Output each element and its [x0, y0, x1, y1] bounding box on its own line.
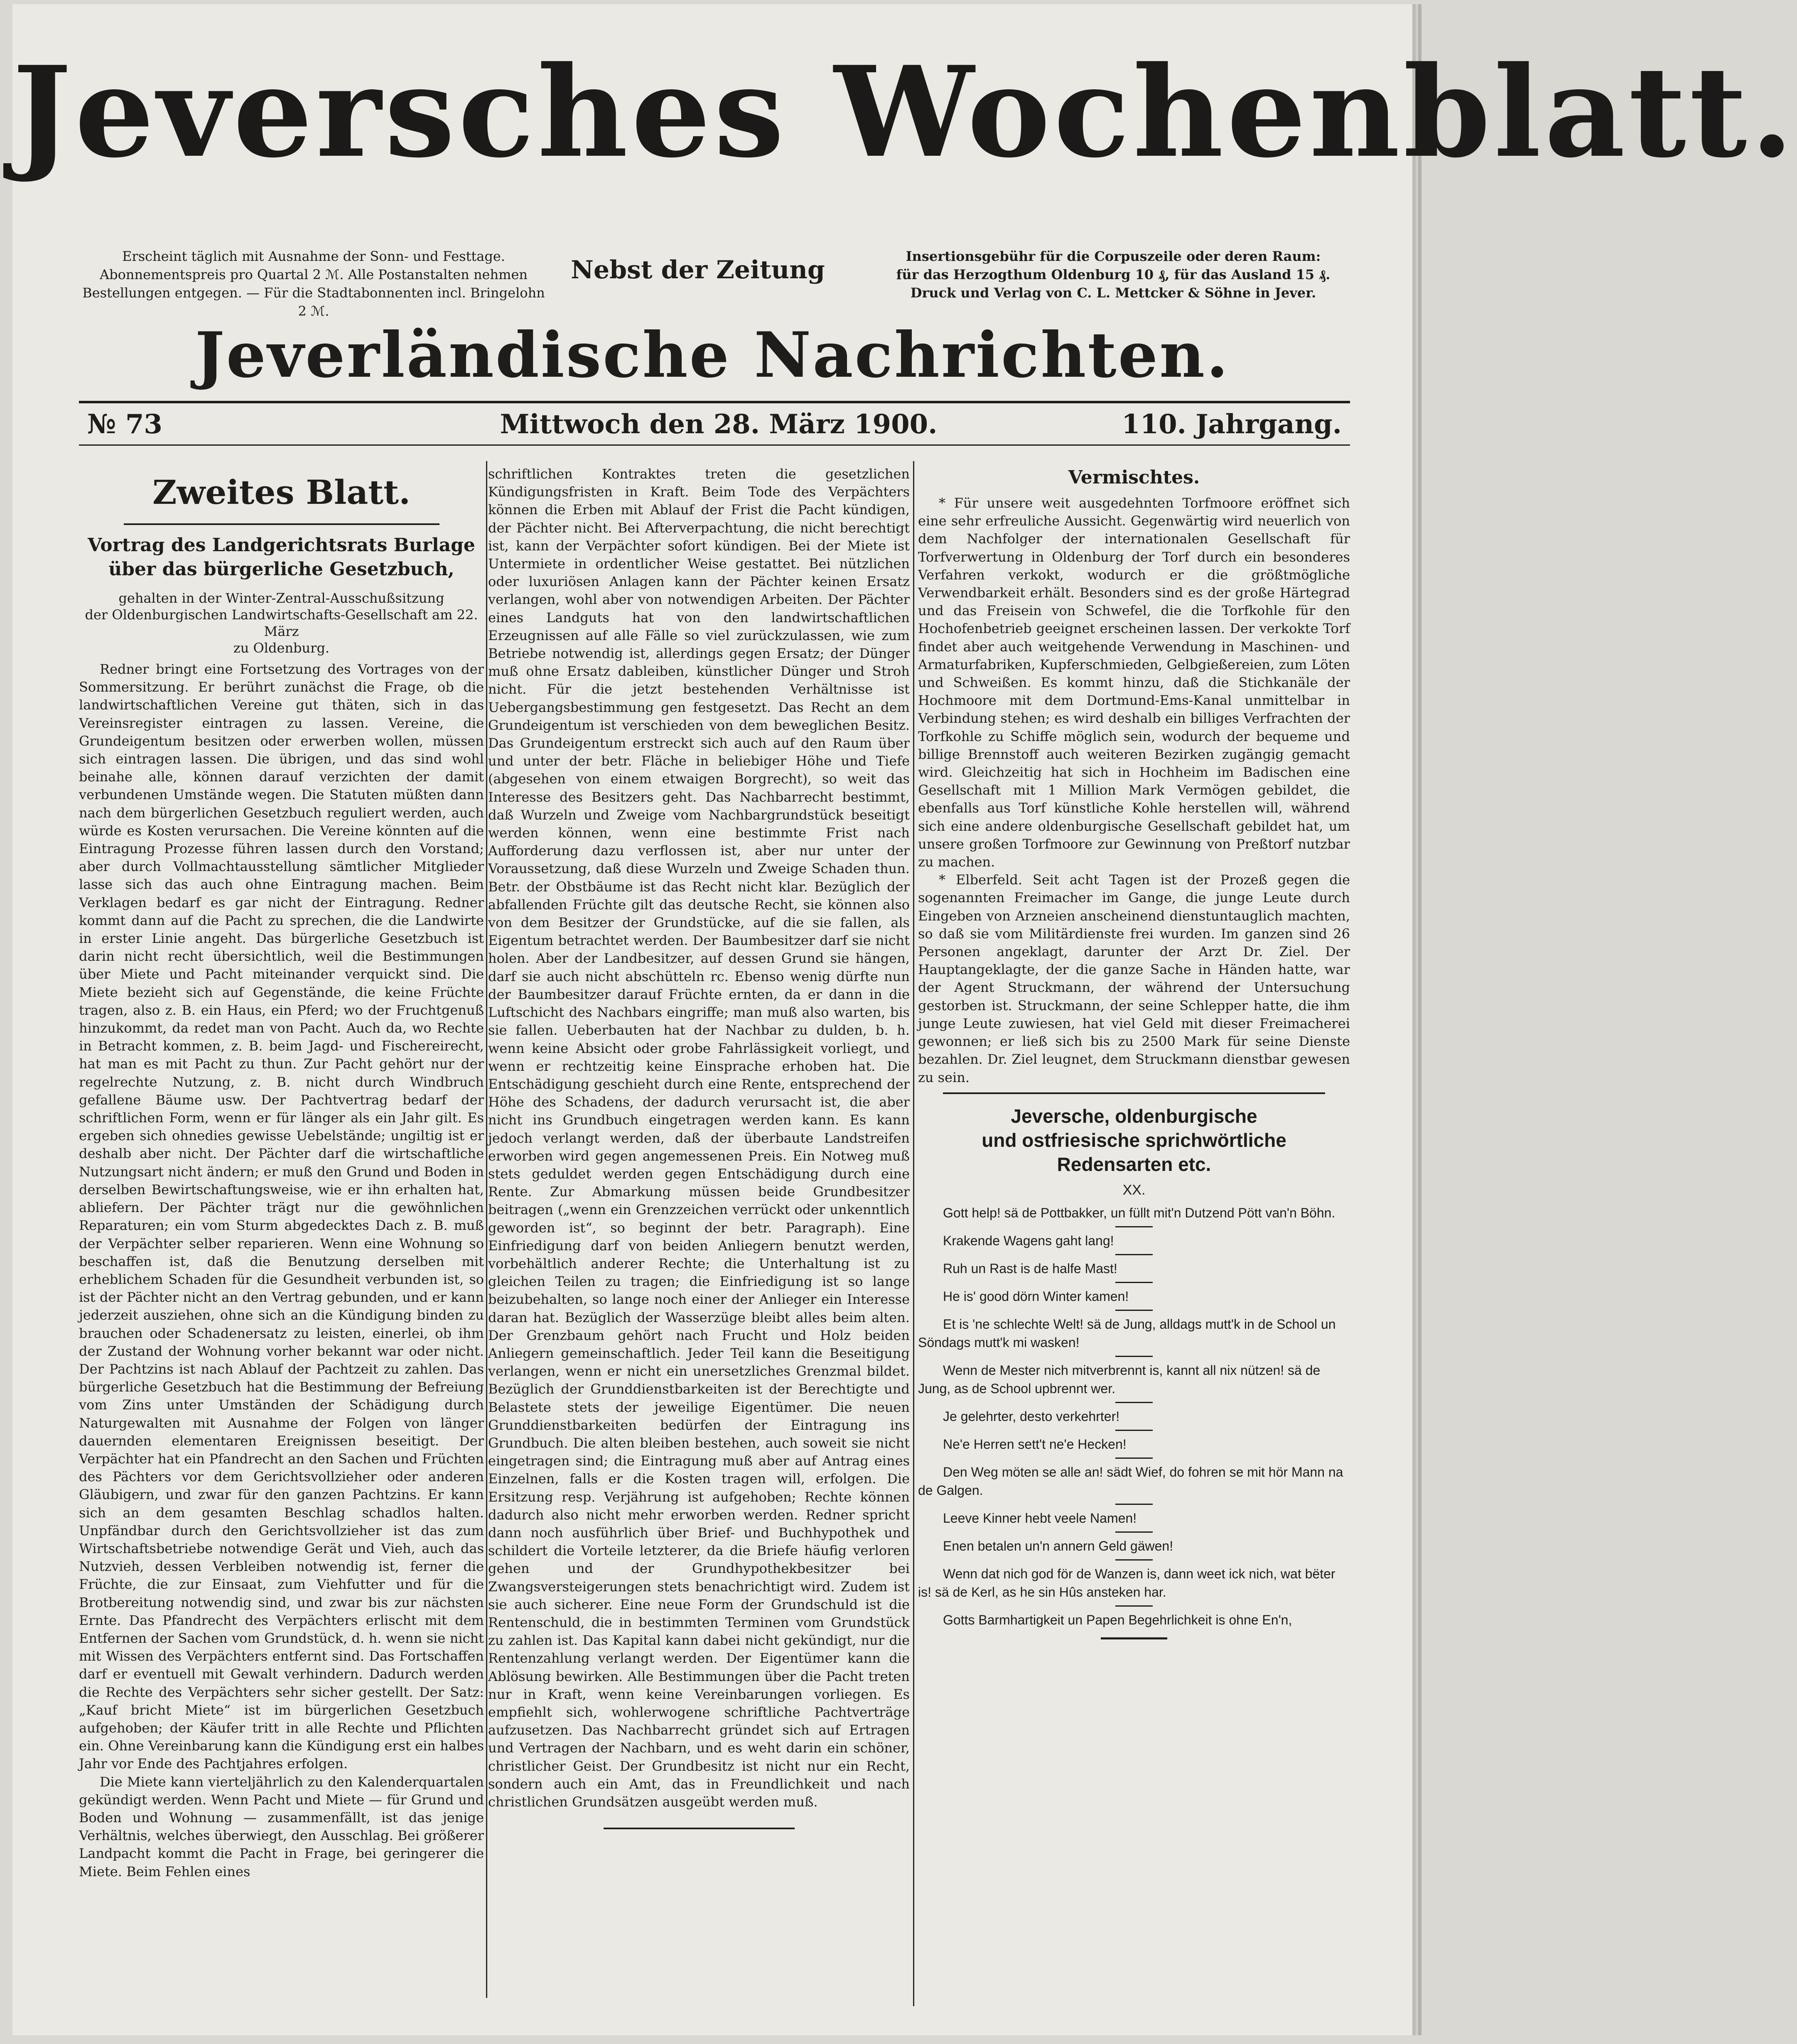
volume-year: 110. Jahrgang. [1122, 409, 1342, 440]
rule-top [79, 401, 1350, 403]
divider [1115, 1310, 1153, 1311]
header-line: für das Herzogthum Oldenburg 10 ₰, für das Ausland 15 ₰. [896, 267, 1331, 282]
title-line: über das bürgerliche Gesetzbuch, [108, 559, 454, 580]
date-bar [79, 408, 1350, 441]
saying: Gotts Barmhartigkeit un Papen Begehrlichkeit is ohne En'n, [943, 1612, 1292, 1627]
sayings-list [918, 1204, 1350, 1639]
proverbs-heading [918, 1104, 1350, 1176]
divider [1115, 1458, 1153, 1459]
subscription-info [81, 247, 546, 320]
saying: Gott help! sä de Pottbakker, un füllt mit'n Dutzend Pött van'n Böhn. [943, 1205, 1335, 1220]
saying: Wenn de Mester nich mitverbrennt is, kannt all nix nützen! sä de Jung, as de School upbrennt wer. [918, 1362, 1321, 1396]
header-line: Druck und Verlag von C. L. Mettcker & Söhne in Jever. [910, 285, 1316, 301]
header-line: Abonnementspreis pro Quartal 2 ℳ. Alle Postanstalten nehmen [100, 267, 528, 282]
heading-line: und ostfriesische sprichwörtliche [982, 1129, 1286, 1151]
divider [1115, 1559, 1153, 1561]
divider [124, 523, 439, 525]
divider [1115, 1504, 1153, 1505]
divider [1115, 1226, 1153, 1227]
end-rule [1101, 1637, 1167, 1639]
saying: Wenn dat nich god för de Wanzen is, dann weet ick nich, wat bëter is! sä de Kerl, as he sin Hûs ansteken har. [918, 1566, 1335, 1600]
subtitle-line: zu Oldenburg. [233, 640, 330, 656]
divider [1115, 1605, 1153, 1607]
column-divider [486, 461, 487, 1998]
saying: He is' good dörn Winter kamen! [943, 1288, 1129, 1304]
subtitle-line: gehalten in der Winter-Zentral-Ausschußsitzung [118, 590, 444, 606]
divider [943, 1092, 1325, 1094]
divider [1115, 1402, 1153, 1403]
subtitle-line: der Oldenburgischen Landwirtschafts-Gesellschaft am 22. März [85, 607, 478, 639]
heading-line: Jeversche, oldenburgische [1011, 1105, 1257, 1127]
end-rule [604, 1828, 795, 1829]
issue-date: Mittwoch den 28. März 1900. [500, 409, 938, 440]
saying: Ruh un Rast is de halfe Mast! [943, 1261, 1117, 1276]
divider [1115, 1282, 1153, 1283]
paragraph: * Elberfeld. Seit acht Tagen ist der Prozeß gegen die sogenannten Freimacher im Gange, die junge Leute durch Eingeben von Arzneien anscheinend dienstuntauglich machten, so daß sie vom Militärdienste frei wurden. Im ganzen sind 26 Personen angeklagt, darunter der Arzt Dr. Ziel. Der Hauptangeklagte, der die ganze Sache in Händen hatte, war der Agent Struckmann, der während der Untersuchung gestorben ist. Struckmann, der seine Schlepper hatte, die ihm junge Leute zuwiesen, hat viel Geld mit dieser Freimacherei gewonnen; er ließ sich bis zu 2500 Mark für seine Dienste bezahlen. Dr. Ziel leugnet, dem Struckmann dienstbar gewesen zu sein. [918, 872, 1350, 1085]
paragraph: schriftlichen Kontraktes treten die gesetzlichen Kündigungsfristen in Kraft. Beim Tode des Verpächters können die Erben mit Ablauf der Frist die Pacht kündigen, der Pächter nicht. Bei Afterverpachtung, die nicht berechtigt ist, kann der Verpächter sofort kündigen. Bei der Miete ist Untermiete in ordentlicher Weise gestattet. Bei nützlichen oder luxuriösen Anlagen kann der Pächter keinen Ersatz verlangen, wohl aber von notwendigen Arbeiten. Der Pächter eines Landguts hat von den landwirtschaftlichen Erzeugnissen auf alle Fälle so viel zurückzulassen, wie zum Betriebe notwendig ist, allerdings gegen Ersatz; der Dünger muß ohne Ersatz dableiben, künstlicher Dünger und Stroh nicht. Für die jetzt bestehenden Verhältnisse ist Uebergangsbestimmung gen festgesetzt. Das Recht an dem Grundeigentum ist verschieden von dem beweglichen Besitz. Das Grundeigentum erstreckt sich auch auf den Raum über und unter der betr. Fläche in beliebiger Höhe und Tiefe (abgesehen von einem etwaigen Borgrecht), so weit das Interesse des Besitzers geht. Das Nachbarrecht bestimmt, daß Wurzeln und Zweige vom Nachbargrundstück beseitigt werden können, wenn eine bestimmte Frist nach Aufforderung dazu verflossen ist, aber nur unter der Voraussetzung, daß diese Wurzeln und Zweige Schaden thun. Betr. der Obstbäume ist das Recht nicht klar. Bezüglich der abfallenden Früchte gilt das deutsche Recht, sie können also von dem Besitzer der Grundstücke, auf die sie fallen, als Eigentum betrachtet werden. Der Baumbesitzer darf sie nicht holen. Aber der Landbesitzer, auf dessen Grund sie hängen, darf sie auch nicht abschütteln rc. Ebenso wenig dürfte nun der Baumbesitzer darauf Früchte ernten, da er dann in die Luftschicht des Nachbars eingriffe; man muß also warten, bis sie fallen. Ueberbauten hat der Nachbar zu dulden, b. h. wenn keine Absicht oder grobe Fahrlässigkeit vorliegt, und wenn er rechtzeitig keine Einsprache erhoben hat. Die Entschädigung geschieht durch eine Rente, entsprechend der Höhe des Schadens, der dadurch verursacht ist, die aber nicht ins Grundbuch eingetragen werden kann. Es kann jedoch verlangt werden, daß der überbaute Landstreifen erworben wird gegen angemessenen Preis. Ein Notweg muß stets geduldet werden gegen Entschädigung durch eine Rente. Zur Abmarkung müssen beide Grundbesitzer beitragen („wenn ein Grenzzeichen verrückt oder unkenntlich geworden ist“, so beginnt der betr. Paragraph). Eine Einfriedigung darf von beiden Anliegern benutzt werden, vorbehältlich anderer Rechte; die Unterhaltung ist zu gleichen Teilen zu tragen; die Einfriedigung ist so lange beizubehalten, so lange noch einer der Anlieger ein Interesse daran hat. Bezüglich der Wasserzüge bleibt alles beim alten. Der Grenzbaum gehört nach Frucht und Holz beiden Anliegern gemeinschaftlich. Jeder Teil kann die Beseitigung verlangen, wenn er nicht ein unersetzliches Grenzmal bildet. Bezüglich der Grunddienstbarkeiten ist der Berechtigte und Belastete stets der jeweilige Eigentümer. Die neuen Grunddienstbarkeiten bedürfen der Eintragung ins Grundbuch. Die alten bleiben bestehen, auch soweit sie nicht eingetragen sind; die Eintragung muß aber auf Antrag eines Einzelnen, falls er die Kosten tragen will, erfolgen. Die Ersitzung resp. Verjährung ist aufgehoben; Rechte können dadurch also nicht mehr erworben werden. Redner spricht dann noch ausführlich über Brief- und Buchhypothek und schildert die Vorteile letzterer, da die Briefe häufig verloren gehen und der Grundhypothekbesitzer bei Zwangsversteigerungen stets benachrichtigt wird. Zudem ist sie auch sicherer. Eine neue Form der Grundschuld ist die Rentenschuld, die in bestimmten Terminen vom Grundstück zu zahlen ist. Das Kapital kann dabei nicht gekündigt, nur die Rentenzahlung verlangt werden. Der Eigentümer kann die Ablösung bewirken. Alle Bestimmungen über die Pacht treten nur in Kraft, wenn keine Vereinbarungen vorliegen. Es empfiehlt sich, wohlerwogene schriftliche Pachtverträge aufzusetzen. Das Nachbarrecht gründet sich auf Ertragen und Vertragen der Nachbarn, und es weht darin ein schöner, christlicher Geist. Der Grundbesitz ist nicht nur ein Recht, sondern auch ein Amt, das in Freundlichkeit und nach christlichen Grundsätzen ausgeübt werden muß. [488, 466, 910, 1810]
issue-number: № 73 [87, 409, 162, 440]
masthead-title: Jeversches Wochenblatt. [12, 39, 1797, 185]
heading-line: Redensarten etc. [1057, 1153, 1211, 1175]
section-heading: Zweites Blatt. [152, 473, 410, 512]
saying: Enen betalen un'n annern Geld gäwen! [943, 1538, 1173, 1553]
saying: Krakende Wagens gaht lang! [943, 1233, 1114, 1248]
saying: Leeve Kinner hebt veele Namen! [943, 1510, 1137, 1526]
divider [1115, 1430, 1153, 1431]
paragraph: * Für unsere weit ausgedehnten Torfmoore eröffnet sich eine sehr erfreuliche Aussicht. Gegenwärtig wird neuerlich von dem Nachfolger der internationalen Gesellschaft für Torfverwertung in Oldenburg der Torf durch ein besonderes Verfahren verkokt, wodurch er die größtmögliche Verwendbarkeit erhält. Besonders sind es der große Härtegrad und das Freisein von Schwefel, die die Torfkohle für den Hochofenbetrieb geeignet erscheinen lassen. Der verkokte Torf findet aber auch weitgehende Verwendung in Maschinen- und Armaturfabriken, Kupferschmieden, Gelbgießereien, zum Löten und Schweißen. Es kommt hinzu, daß die Stichkanäle der Hochmoore mit dem Dortmund-Ems-Kanal unmittelbar in Verbindung stehen; es wird deshalb ein billiges Verfrachten der Torfkohle zu Schiffe möglich sein, wodurch der bequeme und billige Brennstoff auch weiteren Bezirken zugängig gemacht wird. Gleichzeitig hat sich in Hochheim im Badischen eine Gesellschaft mit 1 Million Mark Vermögen gebildet, die ebenfalls aus Torf künstliche Kohle herstellen will, während sich eine andere oldenburgische Gesellschaft gebildet hat, um unsere großen Torfmoore zur Gewinnung von Preßtorf nutzbar zu machen. [918, 495, 1350, 870]
subtitle: Jeverländische Nachrichten. [195, 319, 1230, 392]
divider [1115, 1356, 1153, 1357]
header-line: Insertionsgebühr für die Corpuszeile oder deren Raum: [906, 248, 1321, 264]
saying: Ne'e Herren sett't ne'e Hecken! [943, 1436, 1127, 1452]
header-line: Bestellungen entgegen. — Für die Stadtabonnenten incl. Bringelohn 2 ℳ. [82, 285, 545, 319]
column-1 [79, 465, 484, 1998]
supplement-note: Nebst der Zeitung [571, 255, 825, 285]
saying: Et is 'ne schlechte Welt! sä de Jung, alldags mutt'k in de School un Söndags mutt'k mi wasken! [918, 1316, 1336, 1350]
rule-bottom [79, 444, 1350, 446]
title-line: Vortrag des Landgerichtsrats Burlage [88, 535, 475, 556]
series-number: XX. [1122, 1182, 1146, 1198]
column-divider [913, 461, 914, 2006]
paragraph: Redner bringt eine Fortsetzung des Vortrages von der Sommersitzung. Er berührt zunächst die Frage, ob die landwirtschaftlichen Vereine gut thäten, sich in das Vereinsregister eintragen zu lassen. Vereine, die Grundeigentum besitzen oder erwerben wollen, müssen sich eintragen lassen. Die übrigen, und das sind wohl beinahe alle, können darauf verzichten der damit verbundenen Umstände wegen. Die Statuten müßten dann nach dem bürgerlichen Gesetzbuch reguliert werden, auch würde es Kosten verursachen. Die Vereine könnten auf die Eintragung Prozesse führen lassen durch den Vorstand; aber durch Vollmachtausstellung sämtlicher Mitglieder lasse sich das auch ohne Eintragung machen. Beim Verklagen bedarf es gar nicht der Eintragung. Redner kommt dann auf die Pacht zu sprechen, die die Landwirte in erster Linie angeht. Das bürgerliche Gesetzbuch ist darin nicht recht übersichtlich, weil die Bestimmungen über Miete und Pacht miteinander verquickt sind. Die Miete bezieht sich auf Gegenstände, die keine Früchte tragen, also z. B. ein Haus, ein Pferd; wo der Fruchtgenuß hinzukommt, da redet man von Pacht. Auch da, wo Rechte in Betracht kommen, z. B. beim Jagd- und Fischereirecht, hat man es mit Pacht zu thun. Zur Pacht gehört nur der regelrechte Nutzung, z. B. nicht durch Windbruch gefallene Bäume usw. Der Pachtvertrag bedarf der schriftlichen Form, wenn er für länger als ein Jahr gilt. Es ergeben sich ohnedies gewisse Uebelstände; ungiltig ist er deshalb aber nicht. Der Pächter darf die wirtschaftliche Nutzungsart nicht ändern; er muß den Grund und Boden in derselben Bewirtschaftungsweise, wie er ihn erhalten hat, abliefern. Der Pächter trägt nur die gewöhnlichen Reparaturen; ein vom Sturm abgedecktes Dach z. B. muß der Verpächter selber reparieren. Wenn eine Wohnung so beschaffen ist, daß die Benutzung derselben mit erheblichem Schaden für die Gesundheit verbunden ist, so ist der Pächter nicht an den Vertrag gebunden, und er kann jederzeit ausziehen, ohne sich an die Kündigung binden zu brauchen oder Schadenersatz zu leisten, einerlei, ob ihm der Zustand der Wohnung vorher bekannt war oder nicht. Der Pachtzins ist nach Ablauf der Pachtzeit zu zahlen. Das bürgerliche Gesetzbuch hat die Bestimmung der Befreiung vom Zins unter Umständen der Schädigung durch Naturgewalten mit Ausnahme der Folgen von länger dauernden elementaren Ereignissen beseitigt. Der Verpächter hat ein Pfandrecht an den Sachen und Früchten des Pächters vor dem Gerichtsvollzieher oder anderen Gläubigern, und zwar für den ganzen Pachtzins. Er kann sich an dem gesamten Beschlag schadlos halten. Unpfändbar durch den Gerichtsvollzieher ist das zum Wirtschaftsbetriebe notwendige Gerät und Vieh, auch das Nutzvieh, dessen Verbleiben notwendig ist, ferner die Früchte, die zur Einsaat, zum Viehfutter und für die Brotbereitung notwendig sind, und zwar bis zur nächsten Ernte. Das Pfandrecht des Verpächters erlischt mit dem Entfernen der Sachen vom Grundstück, d. h. wenn sie nicht mit Wissen des Verpächters entfernt sind. Das Fortschaffen darf er eventuell mit Gewalt verhindern. Dadurch werden die Rechte des Verpächters sehr sicher gestellt. Der Satz: „Kauf bricht Miete“ ist im bürgerlichen Gesetzbuch aufgehoben; der Käufer tritt in alle Rechte und Pflichten ein. Ohne Vereinbarung kann die Kündigung erst ein halbes Jahr vor Ende des Pachtjahres erfolgen. [79, 661, 484, 1772]
paragraph: Die Miete kann vierteljährlich zu den Kalenderquartalen gekündigt werden. Wenn Pacht und Miete — für Grund und Boden und Wohnung — zusammenfällt, ist das jenige Verhältnis, welches überwiegt, den Ausschlag. Bei größerer Landpacht kommt die Pacht in Frage, bei geringerer die Miete. Beim Fehlen eines [79, 1774, 484, 1880]
divider [1115, 1531, 1153, 1533]
section-heading: Vermischtes. [1068, 467, 1200, 488]
advertising-info [885, 247, 1342, 302]
saying: Den Weg möten se alle an! sädt Wief, do fohren se mit hör Mann na de Galgen. [918, 1464, 1343, 1498]
column-2 [488, 465, 910, 1919]
article-title [79, 533, 484, 582]
column-3 [918, 465, 1350, 2010]
saying: Je gelehrter, desto verkehrter! [943, 1408, 1120, 1424]
article-subtitle [79, 590, 484, 656]
header-line: Erscheint täglich mit Ausnahme der Sonn- und Festtage. [122, 248, 505, 264]
newspaper-page [12, 4, 1797, 2035]
divider [1115, 1254, 1153, 1255]
